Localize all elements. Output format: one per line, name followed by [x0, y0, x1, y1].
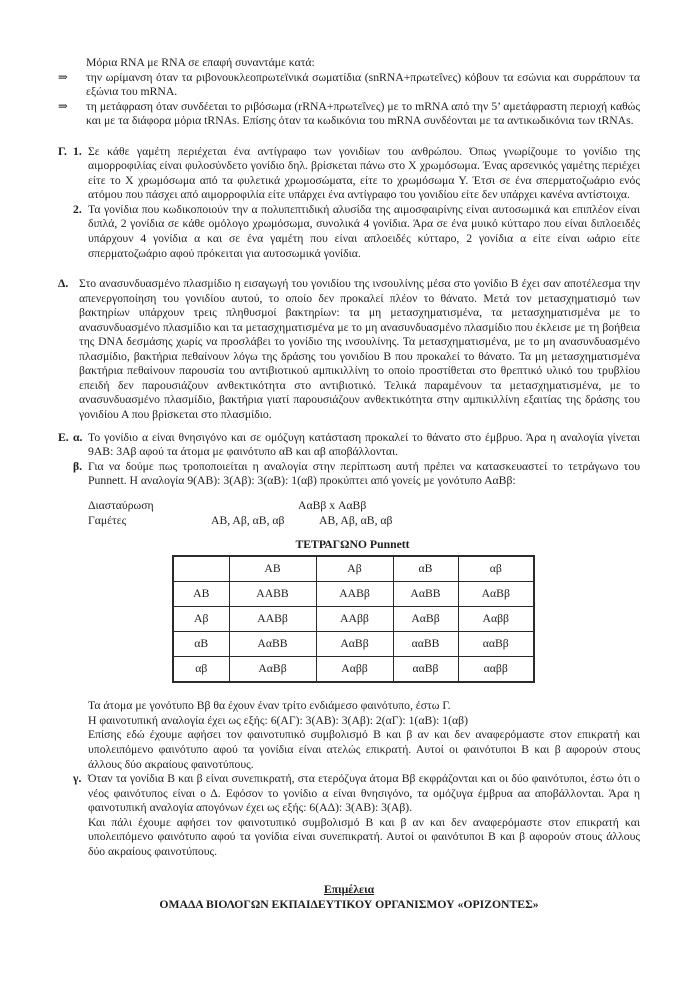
punnett-cell: ΑαΒΒ [229, 632, 316, 657]
punnett-row-header: αβ [173, 657, 229, 683]
punnett-cell: ΑΑΒβ [316, 582, 393, 607]
intro-bullet-1-text: την ωρίμανση όταν τα ριβονουκλεοπρωτεϊνικά σωματίδια (snRNA+πρωτεΐνες) κόβουν τα εσώνια και συρράπουν τα εξώνια του mRNA. [86, 70, 640, 99]
cross-parents: ΑαΒβ x ΑαΒβ [298, 498, 367, 512]
gametes-parent-2: ΑΒ, Αβ, αΒ, αβ [319, 513, 393, 527]
item-alpha-number: α. [73, 430, 83, 444]
punnett-cell: ΑαΒβ [316, 632, 393, 657]
punnett-col-header: Αβ [316, 556, 393, 582]
punnett-row [173, 582, 534, 607]
item-beta-number: β. [73, 459, 83, 473]
gametes-parent-1: ΑΒ, Αβ, αΒ, αβ [211, 513, 285, 527]
section-epsilon-item-beta [58, 460, 640, 489]
intro-bullet-2 [58, 100, 640, 129]
punnett-cell: ΑΑββ [316, 607, 393, 632]
item-gamma-number: γ. [73, 772, 82, 786]
punnett-cell: ααΒβ [458, 632, 534, 657]
punnett-col-header: αβ [458, 556, 534, 582]
punnett-cell: ΑΑΒΒ [229, 582, 316, 607]
section-delta-label: Δ. [58, 277, 69, 291]
intro-lead: Μόρια RNA με RNA σε επαφή συναντάμε κατά: [86, 56, 315, 69]
section-epsilon-label: Ε. [58, 430, 69, 444]
punnett-cell: ΑαΒβ [458, 582, 534, 607]
punnett-row-header: αΒ [173, 632, 229, 657]
section-epsilon-item-gamma [58, 772, 640, 816]
intro-bullet-2-text: τη μετάφραση όταν συνδέεται το ριβόσωμα (rRNA+πρωτεΐνες) με το mRNA από την 5’ αμετάφραστη περιοχή καθώς και με τα διάφορα μόρια tRNAs. Επίσης όταν τα κωδικόνια του mRNA συνδέονται με τα αντικωδικόνια των tRNAs. [86, 99, 640, 128]
note-phenotype-ratio: Η φαινοτυπική αναλογία έχει ως εξής: 6(ΑΓ): 3(ΑΒ): 3(Αβ): 2(αΓ): 1(αΒ): 1(αβ) [88, 713, 468, 727]
punnett-row-header: ΑΒ [173, 582, 229, 607]
punnett-cell: ΑαΒβ [229, 657, 316, 683]
punnett-row-header: Αβ [173, 607, 229, 632]
note-intermediate-phenotype: Τα άτομα με γονότυπο Ββ θα έχουν έναν τρίτο ενδιάμεσο φαινότυπο, έστω Γ. [88, 699, 451, 713]
footer-title: Επιμέλεια [323, 883, 375, 897]
punnett-header-row [173, 556, 534, 582]
punnett-table [172, 555, 535, 683]
punnett-table-title: ΤΕΤΡΑΓΩΝΟ Punnett [295, 537, 410, 551]
punnett-corner-cell [173, 556, 229, 582]
punnett-row [173, 607, 534, 632]
punnett-row [173, 632, 534, 657]
punnett-row [173, 657, 534, 683]
item-1-number: 1. [73, 144, 82, 158]
document-footer [58, 883, 640, 912]
gametes-label: Γαμέτες [88, 513, 127, 527]
section-gamma-item-1 [58, 145, 640, 203]
cross-row-1 [58, 499, 640, 514]
item-beta-text: Για να δούμε πως τροποποιείται η αναλογία στην περίπτωση αυτή πρέπει να κατασκευαστεί το τετράγωνο του Punnett. Η αναλογία 9(ΑΒ): 3(Αβ): 3(αΒ): 1(αβ) προκύπτει από γονείς με γονότυπο ΑαΒβ: [88, 459, 640, 488]
section-gamma-label: Γ. [58, 144, 67, 158]
item-1-text: Σε κάθε γαμέτη περιέχεται ένα αντίγραφο των γονιδίων του ανθρώπου. Όπως γνωρίζουμε το γονίδιο της αιμορροφιλίας είναι φυλοσύνδετο γονίδιο δηλ. βρίσκεται πάνω στο Χ χρωμόσωμα. Ένας αρσενικός γαμέτης περιέχει είτε το Χ χρωμόσωμα από τα φυλετικά χρωμοσώματα, είτε το χρωμόσωμα Υ. Έτσι σε ένα σπερματοζωάριο ενός ατόμου που πάσχει από αιμορροφιλία είτε υπάρχει ένα αντίγραφο του γονιδίου είτε δεν υπάρχει κανένα αντίστοιχα. [88, 144, 640, 202]
item-alpha-text: Το γονίδιο α είναι θνησιγόνο και σε ομόζυγη κατάσταση προκαλεί το θάνατο στο έμβρυο. Άρα η αναλογία γίνεται 9ΑΒ: 3Αβ αφού τα άτομα με φαινότυπο αΒ και αβ αποβάλλονται. [88, 430, 640, 459]
punnett-cell: ααββ [458, 657, 534, 683]
section-delta-text: Στο ανασυνδυασμένο πλασμίδιο η εισαγωγή του γονιδίου της ινσουλίνης μέσα στο γονίδιο Β έχει σαν αποτέλεσμα την απενεργοποίηση του γονιδίου αυτού, το οποίο δεν προκαλεί πλέον το θάνατο. Μετά τον μετασχηματισμό των βακτηρίων υπάρχουν τρεις πληθυσμοί βακτηρίων: τα μη μετασχηματισμένα, τα μετασχηματισμένα με το ανασυνδυασμένο πλασμίδιο και τα μετασχηματισμένα με το μη ανασυνδυασμένο πλασμίδιο που έκλεισε με τη βοήθεια της DNA δεσμάσης χωρίς να προσλάβει το γονίδιο της ινσουλίνης. Τα μετασχηματισμένα, με το μη ανασυνδυασμένο πλασμίδιο, βακτήρια πεθαίνουν λόγω της δράσης του γονιδίου Β που προκαλεί το θάνατο. Τα μη μετασχηματισμένα βακτήρια πεθαίνουν παρουσία του αντιβιοτικού αμπικιλλίνη το οποίο προστίθεται στο θρεπτικό υλικό του τρυβλίου επειδή δεν παρουσιάζουν ανθεκτικότητα στο αντιβιοτικό. Τελικά παραμένουν τα μετασχηματισμένα, με το ανασυνδυασμένο πλασμίδιο, βακτήρια γιατί παρουσιάζουν ανθεκτικότητα στην αμπικιλλίνη εξαιτίας της δράσης του γονιδίου Α που βρίσκεται στο πλασμίδιο. [79, 277, 640, 422]
footer-organization: ΟΜΑΔΑ ΒΙΟΛΟΓΩΝ ΕΚΠΑΙΔΕΥΤΙΚΟΥ ΟΡΓΑΝΙΣΜΟΥ «ΟΡΙΖΟΝΤΕΣ» [159, 897, 539, 911]
item-gamma-extra-text: Και πάλι έχουμε αφήσει τον φαινοτυπικό συμβολισμό Β και β αν και δεν αναφερόμαστε στον επικρατή και υπολειπόμενο φαινότυπο αφού τα γονίδια είναι συνεπικρατή. Αυτοί οι φαινότυποι Β και β αφορούν στους άλλους δύο ακραίους φαινοτύπους. [88, 815, 640, 858]
punnett-cell: ααΒβ [393, 657, 458, 683]
double-arrow-icon: ⇒ [58, 70, 68, 84]
document-content [58, 56, 640, 912]
punnett-cell: Ααββ [458, 607, 534, 632]
cross-row-2 [58, 514, 640, 529]
after-table-notes [88, 699, 640, 772]
note-symbolism: Επίσης εδώ έχουμε αφήσει τον φαινοτυπικό συμβολισμό Β και β αν και δεν αναφερόμαστε στον επικρατή και υπολειπόμενο φαινότυπο αφού τα γονίδια είναι ατελώς επικρατή. Αυτοί οι φαινότυποι Β και β αφορούν στους άλλους δύο ακραίους φαινοτύπους. [88, 728, 640, 771]
punnett-cell: Ααββ [316, 657, 393, 683]
section-epsilon-item-alpha [58, 431, 640, 460]
cross-label: Διασταύρωση [88, 498, 154, 512]
section-delta [58, 277, 640, 422]
item-gamma-text: Όταν τα γονίδια Β και β είναι συνεπικρατή, στα ετερόζυγα άτομα Ββ εκφράζονται και οι δύο φαινότυποι, έστω ότι ο νέος φαινότυπος είναι ο Δ. Εφόσον το γονίδιο α είναι θνησιγόνο, τα ομόζυγα έμβρυα αα αποβάλλονται. Άρα η φαινοτυπική αναλογία απογόνων έχει ως εξής: 6(ΑΔ): 3(ΑΒ): 3(Αβ). [88, 772, 640, 815]
intro-bullet-1 [58, 71, 640, 100]
punnett-cell: ΑαΒβ [393, 607, 458, 632]
double-arrow-icon: ⇒ [58, 99, 68, 113]
punnett-cell: ΑαΒΒ [393, 582, 458, 607]
punnett-col-header: ΑΒ [229, 556, 316, 582]
item-2-text: Τα γονίδια που κωδικοποιούν την α πολυπεπτιδική αλυσίδα της αιμοσφαιρίνης είναι αυτοσωμικά και επιπλέον είναι διπλά, 2 γονίδια σε κάθε ομόλογο χρωμόσωμα, συνολικά 4 γονίδια. Άρα σε ένα μυικό κύτταρο που είναι διπλοειδές υπάρχουν 4 γονίδια α και σε ένα γαμέτη που είναι απλοειδές κύτταρο, 2 γονίδια α είτε είναι ωάριο είτε σπερματοζωάριο αφού πρόκειται για αυτοσωμικά γονίδια. [88, 202, 640, 260]
punnett-cell: ααΒΒ [393, 632, 458, 657]
punnett-col-header: αΒ [393, 556, 458, 582]
section-gamma-item-2 [58, 203, 640, 261]
item-2-number: 2. [73, 202, 82, 216]
punnett-cell: ΑΑΒβ [229, 607, 316, 632]
